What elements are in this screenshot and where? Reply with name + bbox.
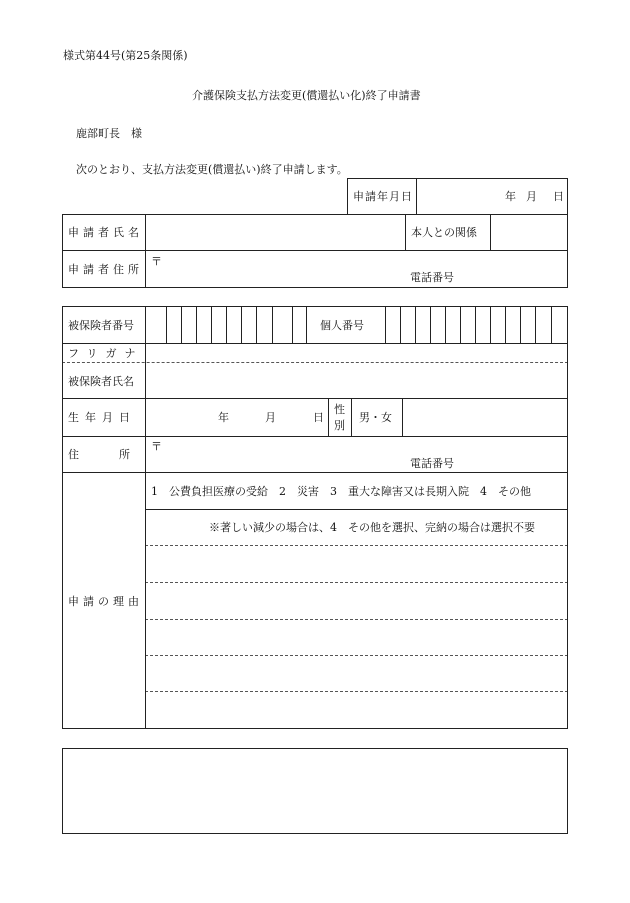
date-label: 申請年月日 bbox=[353, 190, 413, 203]
extra-field[interactable] bbox=[403, 399, 567, 436]
applicant-address-label: 申請者住所 bbox=[68, 263, 143, 276]
insured-number-field[interactable] bbox=[146, 307, 306, 343]
intro-text: 次のとおり、支払方法変更(償還払い)終了申請します。 bbox=[76, 163, 348, 176]
addressee: 鹿部町長 様 bbox=[76, 127, 142, 140]
furigana-label: フリガナ bbox=[68, 347, 144, 360]
insured-postal-mark: 〒 bbox=[151, 440, 162, 453]
date-month: 月 bbox=[526, 190, 537, 203]
birth-date-label: 生年月日 bbox=[68, 411, 136, 424]
form-title: 介護保険支払方法変更(償還払い化)終了申請書 bbox=[192, 89, 421, 102]
insured-phone-label: 電話番号 bbox=[410, 457, 454, 470]
relation-label: 本人との関係 bbox=[411, 226, 477, 239]
reason-text-area[interactable] bbox=[146, 546, 567, 728]
date-field[interactable] bbox=[417, 179, 567, 214]
insured-address-field[interactable] bbox=[146, 437, 567, 472]
birth-date-field[interactable] bbox=[146, 399, 328, 436]
applicant-name-field[interactable] bbox=[146, 215, 404, 250]
insured-name-label: 被保険者氏名 bbox=[68, 375, 134, 388]
birth-day: 日 bbox=[313, 411, 324, 424]
personal-number-label: 個人番号 bbox=[320, 319, 364, 332]
insured-number-label: 被保険者番号 bbox=[68, 319, 134, 332]
reason-note: ※著しい減少の場合は、4 その他を選択、完納の場合は選択不要 bbox=[209, 521, 535, 534]
applicant-address-field[interactable] bbox=[146, 251, 567, 287]
date-day: 日 bbox=[553, 190, 564, 203]
form-number: 様式第44号(第25条関係) bbox=[63, 49, 188, 62]
applicant-postal-mark: 〒 bbox=[151, 255, 162, 268]
remarks-box[interactable] bbox=[62, 748, 568, 834]
sex-label-2: 別 bbox=[334, 419, 345, 432]
personal-number-field[interactable] bbox=[386, 307, 567, 343]
reason-label: 申請の理由 bbox=[68, 595, 143, 608]
reason-options[interactable]: 1 公費負担医療の受給 2 災害 3 重大な障害又は長期入院 4 その他 bbox=[151, 485, 531, 498]
sex-options[interactable]: 男・女 bbox=[359, 411, 392, 424]
birth-year: 年 bbox=[218, 411, 229, 424]
applicant-phone-label: 電話番号 bbox=[410, 271, 454, 284]
insured-address-label: 住 所 bbox=[68, 448, 136, 461]
birth-month: 月 bbox=[265, 411, 276, 424]
furigana-field[interactable] bbox=[146, 344, 567, 362]
relation-field[interactable] bbox=[491, 215, 567, 250]
date-year: 年 bbox=[505, 190, 516, 203]
applicant-name-label: 申請者氏名 bbox=[68, 226, 143, 239]
insured-name-field[interactable] bbox=[146, 363, 567, 398]
sex-label-1: 性 bbox=[334, 403, 345, 416]
